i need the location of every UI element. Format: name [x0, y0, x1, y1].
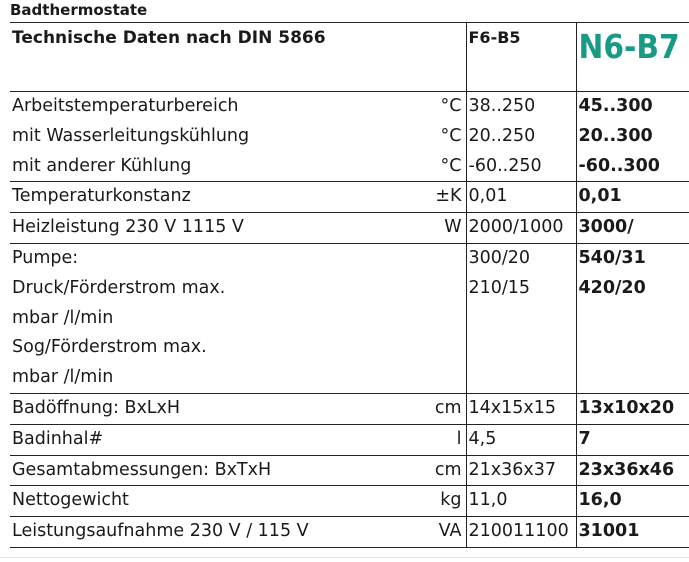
table-row: [10, 393, 689, 424]
table-row: [10, 92, 689, 122]
row-unit: [422, 274, 466, 304]
row-unit: l: [456, 428, 462, 449]
row-label: mbar /l/min: [12, 367, 114, 388]
row-label: Badinhal#: [12, 428, 104, 449]
bottom-divider: [0, 557, 689, 558]
row-value-n6-b7: 540/31: [576, 243, 689, 273]
row-value-f6-b5: 38..250: [466, 92, 576, 122]
row-value-n6-b7: 0,01: [576, 182, 689, 213]
table-row: [10, 122, 689, 152]
table-row: [10, 304, 689, 334]
row-label: mbar /l/min: [12, 307, 114, 328]
row-value-f6-b5: [466, 304, 576, 334]
row-value-n6-b7: 45..300: [576, 92, 689, 122]
row-label: Badöffnung: BxLxH: [12, 397, 181, 418]
row-value-f6-b5: 11,0: [466, 486, 576, 517]
table-row: [10, 517, 689, 548]
row-unit: [422, 243, 466, 273]
row-label: Sog/Förderstrom max.: [12, 337, 207, 358]
row-label: Pumpe:: [12, 247, 79, 268]
technical-data-table: [10, 22, 689, 548]
row-label: Gesamtabmessungen: BxTxH: [12, 459, 272, 480]
row-value-f6-b5: 21x36x37: [466, 455, 576, 486]
row-unit: [422, 333, 466, 363]
row-value-n6-b7: 13x10x20: [576, 393, 689, 424]
row-value-f6-b5: [466, 363, 576, 393]
row-label: Nettogewicht: [12, 490, 129, 511]
row-label: mit Wasserleitungskühlung: [12, 125, 250, 146]
row-label: mit anderer Kühlung: [12, 155, 192, 176]
table-row: [10, 455, 689, 486]
row-label: Arbeitstemperaturbereich: [12, 96, 239, 116]
header-model-f6-b5: F6-B5: [466, 23, 576, 92]
page-title: Badthermostate: [10, 1, 148, 19]
table-row: [10, 213, 689, 244]
row-unit: VA: [438, 521, 462, 542]
row-unit: °C: [440, 96, 462, 116]
row-value-f6-b5: -60..250: [466, 152, 576, 182]
row-value-n6-b7: 3000/: [576, 213, 689, 244]
row-value-f6-b5: 300/20: [466, 243, 576, 273]
row-value-n6-b7: 420/20: [576, 274, 689, 304]
row-unit: kg: [440, 490, 462, 511]
row-value-n6-b7: [576, 363, 689, 393]
row-value-n6-b7: [576, 304, 689, 334]
table-row: [10, 486, 689, 517]
row-value-f6-b5: 2000/1000: [466, 213, 576, 244]
row-value-f6-b5: 20..250: [466, 122, 576, 152]
header-model-n6-b7: N6-B7: [576, 23, 689, 92]
row-value-n6-b7: [576, 333, 689, 363]
table-row: [10, 182, 689, 213]
table-row: [10, 424, 689, 455]
table-row: [10, 363, 689, 393]
row-unit: cm: [434, 397, 462, 418]
row-unit: W: [444, 217, 462, 238]
row-label: Druck/Förderstrom max.: [12, 277, 226, 298]
row-unit: [422, 304, 466, 334]
table-header-row: [10, 23, 689, 92]
row-value-n6-b7: 23x36x46: [576, 455, 689, 486]
row-label: Heizleistung 230 V 1115 V: [12, 217, 244, 238]
row-unit: [422, 363, 466, 393]
row-unit: ±K: [435, 186, 462, 207]
row-value-f6-b5: 14x15x15: [466, 393, 576, 424]
row-value-f6-b5: 210011100: [466, 517, 576, 548]
table-row: [10, 243, 689, 273]
row-value-f6-b5: [466, 333, 576, 363]
row-value-n6-b7: 31001: [576, 517, 689, 548]
row-value-n6-b7: 20..300: [576, 122, 689, 152]
row-value-f6-b5: 210/15: [466, 274, 576, 304]
row-value-n6-b7: 7: [576, 424, 689, 455]
header-spec-title: Technische Daten nach DIN 5866: [12, 28, 326, 48]
row-unit: °C: [440, 155, 462, 176]
table-row: [10, 152, 689, 182]
row-value-f6-b5: 4,5: [466, 424, 576, 455]
table-row: [10, 274, 689, 304]
row-value-f6-b5: 0,01: [466, 182, 576, 213]
row-value-n6-b7: -60..300: [576, 152, 689, 182]
row-label: Temperaturkonstanz: [12, 186, 191, 207]
row-value-n6-b7: 16,0: [576, 486, 689, 517]
row-unit: cm: [434, 459, 462, 480]
table-row: [10, 333, 689, 363]
row-label: Leistungsaufnahme 230 V / 115 V: [12, 521, 309, 542]
row-unit: °C: [440, 125, 462, 146]
